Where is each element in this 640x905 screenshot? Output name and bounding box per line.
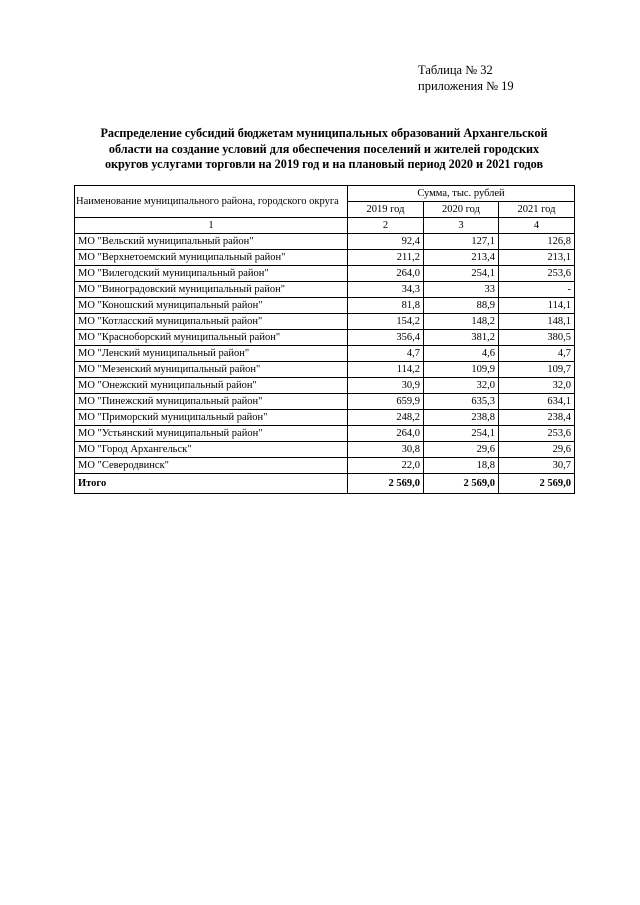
cell-value-2020: 109,9: [424, 362, 499, 378]
table-row: [75, 346, 575, 362]
cell-value-2021: 213,1: [499, 250, 575, 266]
cell-value-2019: 2 569,0: [348, 474, 424, 494]
cell-municipality-name: МО "Виноградовский муниципальный район": [75, 282, 348, 298]
cell-municipality-name: МО "Вилегодский муниципальный район": [75, 266, 348, 282]
column-header-2020: 2020 год: [424, 202, 499, 218]
cell-value-2021: 634,1: [499, 394, 575, 410]
subsidy-table: [74, 185, 575, 494]
reference-table-number: Таблица № 32: [418, 63, 493, 77]
cell-value-2019: 248,2: [348, 410, 424, 426]
cell-value-2020: 127,1: [424, 234, 499, 250]
table-row: [75, 426, 575, 442]
cell-municipality-name: МО "Приморский муниципальный район": [75, 410, 348, 426]
table-row: [75, 234, 575, 250]
cell-municipality-name: МО "Устьянский муниципальный район": [75, 426, 348, 442]
cell-value-2019: 114,2: [348, 362, 424, 378]
table-row: [75, 394, 575, 410]
title-line-1: Распределение субсидий бюджетам муниципальных образований Архангельской: [100, 126, 548, 140]
cell-value-2020: 213,4: [424, 250, 499, 266]
header-row: [75, 186, 575, 202]
cell-value-2020: 29,6: [424, 442, 499, 458]
cell-value-2019: 659,9: [348, 394, 424, 410]
cell-value-2021: 4,7: [499, 346, 575, 362]
cell-value-2020: 148,2: [424, 314, 499, 330]
cell-value-2021: 148,1: [499, 314, 575, 330]
cell-value-2020: 33: [424, 282, 499, 298]
document-title: [74, 126, 574, 173]
cell-value-2021: 32,0: [499, 378, 575, 394]
cell-value-2020: 254,1: [424, 426, 499, 442]
cell-value-2019: 356,4: [348, 330, 424, 346]
cell-value-2019: 154,2: [348, 314, 424, 330]
cell-value-2020: 18,8: [424, 458, 499, 474]
cell-value-2020: 88,9: [424, 298, 499, 314]
cell-value-2019: 211,2: [348, 250, 424, 266]
table-row: [75, 442, 575, 458]
cell-municipality-name: МО "Пинежский муниципальный район": [75, 394, 348, 410]
table-row: [75, 298, 575, 314]
column-number-1: 1: [75, 218, 348, 234]
column-header-2021: 2021 год: [499, 202, 575, 218]
cell-municipality-name: МО "Город Архангельск": [75, 442, 348, 458]
cell-value-2019: 81,8: [348, 298, 424, 314]
column-header-name: Наименование муниципального района, городского округа: [75, 186, 348, 218]
cell-value-2019: 264,0: [348, 426, 424, 442]
cell-value-2021: 114,1: [499, 298, 575, 314]
cell-municipality-name: МО "Ленский муниципальный район": [75, 346, 348, 362]
cell-value-2021: 30,7: [499, 458, 575, 474]
cell-value-2019: 264,0: [348, 266, 424, 282]
cell-value-2020: 254,1: [424, 266, 499, 282]
table-row: [75, 410, 575, 426]
column-header-sum: Сумма, тыс. рублей: [348, 186, 575, 202]
cell-municipality-name: Итого: [75, 474, 348, 494]
cell-value-2020: 2 569,0: [424, 474, 499, 494]
cell-value-2019: 30,9: [348, 378, 424, 394]
column-number-3: 3: [424, 218, 499, 234]
cell-value-2021: 109,7: [499, 362, 575, 378]
table-row: [75, 266, 575, 282]
cell-municipality-name: МО "Котласский муниципальный район": [75, 314, 348, 330]
table-row: [75, 362, 575, 378]
table-row: [75, 458, 575, 474]
cell-value-2019: 22,0: [348, 458, 424, 474]
total-row: [75, 474, 575, 494]
cell-value-2019: 34,3: [348, 282, 424, 298]
cell-value-2021: 126,8: [499, 234, 575, 250]
table-row: [75, 314, 575, 330]
cell-value-2021: 238,4: [499, 410, 575, 426]
column-header-2019: 2019 год: [348, 202, 424, 218]
cell-value-2020: 635,3: [424, 394, 499, 410]
cell-value-2021: 29,6: [499, 442, 575, 458]
title-line-2: области на создание условий для обеспечения поселений и жителей городских: [108, 141, 540, 156]
cell-value-2021: -: [499, 282, 575, 298]
table-row: [75, 378, 575, 394]
table-row: [75, 282, 575, 298]
cell-value-2020: 238,8: [424, 410, 499, 426]
table-row: [75, 250, 575, 266]
cell-municipality-name: МО "Северодвинск": [75, 458, 348, 474]
column-number-2: 2: [348, 218, 424, 234]
cell-municipality-name: МО "Коношский муниципальный район": [75, 298, 348, 314]
cell-value-2019: 4,7: [348, 346, 424, 362]
cell-municipality-name: МО "Онежский муниципальный район": [75, 378, 348, 394]
cell-value-2020: 32,0: [424, 378, 499, 394]
cell-value-2019: 92,4: [348, 234, 424, 250]
cell-value-2020: 381,2: [424, 330, 499, 346]
cell-municipality-name: МО "Верхнетоемский муниципальный район": [75, 250, 348, 266]
column-number-4: 4: [499, 218, 575, 234]
cell-value-2021: 253,6: [499, 426, 575, 442]
cell-value-2020: 4,6: [424, 346, 499, 362]
column-number-row: [75, 218, 575, 234]
title-line-3: округов услугами торговли на 2019 год и на плановый период 2020 и 2021 годов: [104, 157, 544, 171]
table-row: [75, 330, 575, 346]
cell-value-2021: 253,6: [499, 266, 575, 282]
reference-appendix-number: приложения № 19: [418, 79, 514, 93]
cell-municipality-name: МО "Красноборский муниципальный район": [75, 330, 348, 346]
cell-value-2021: 380,5: [499, 330, 575, 346]
table-reference: [418, 62, 514, 94]
cell-value-2021: 2 569,0: [499, 474, 575, 494]
cell-municipality-name: МО "Вельский муниципальный район": [75, 234, 348, 250]
cell-municipality-name: МО "Мезенский муниципальный район": [75, 362, 348, 378]
cell-value-2019: 30,8: [348, 442, 424, 458]
